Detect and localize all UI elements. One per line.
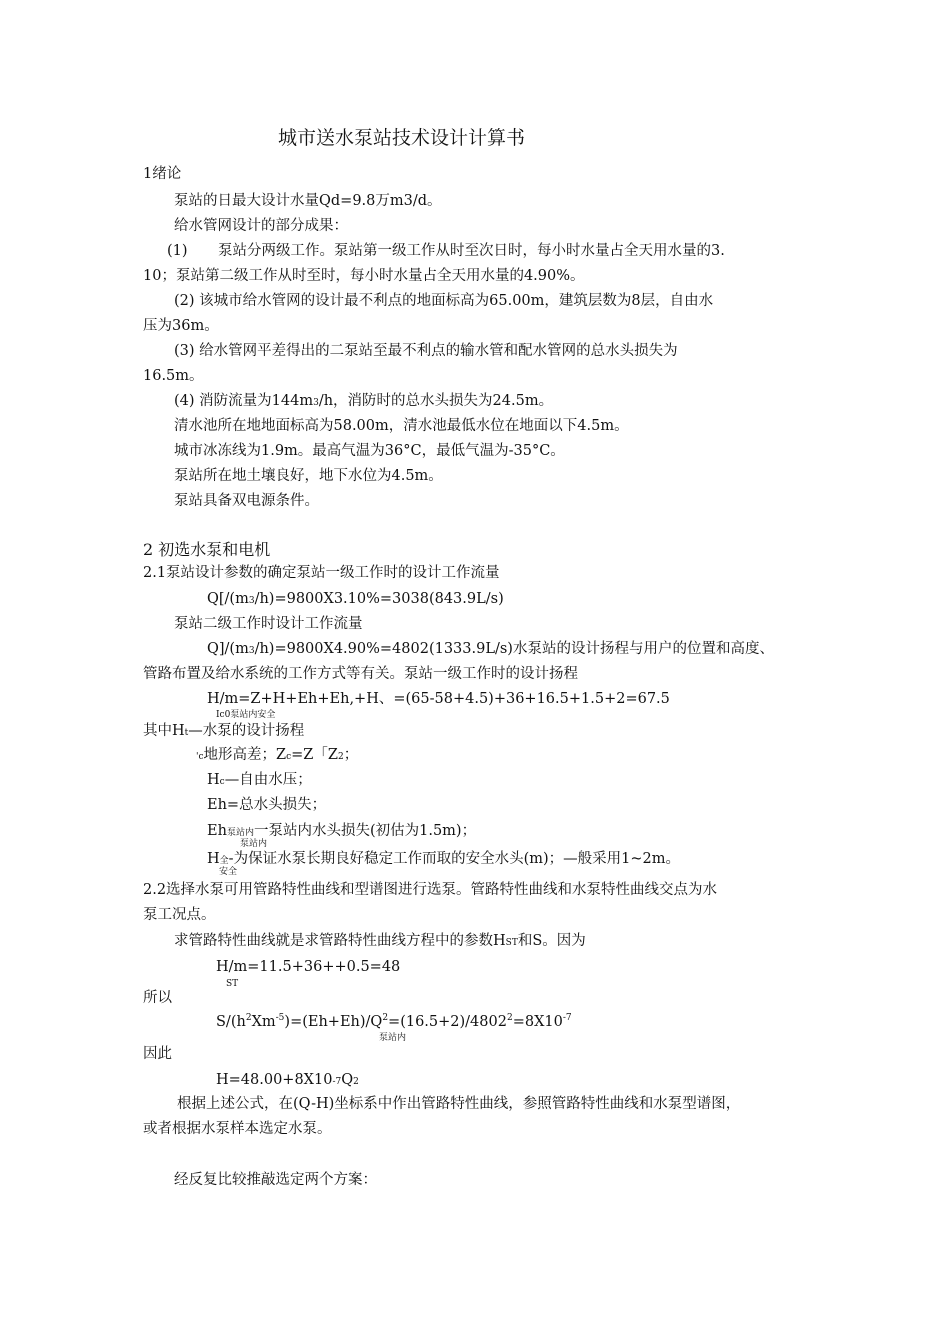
paragraph: Eh=总水头损失； (207, 797, 327, 813)
formula-subscript: 泵站内 (379, 1033, 407, 1043)
paragraph: 压为36m。 (143, 318, 219, 334)
formula-subscript: ST (226, 979, 239, 989)
paragraph: 管路布置及给水系统的工作方式等有关。泵站一级工作时的设计扬程 (143, 666, 578, 682)
formula-subscript: 泵站内 (240, 839, 268, 849)
list-number: (1) (167, 243, 188, 259)
paragraph: 其中Ht—水泵的设计扬程 (143, 723, 305, 739)
paragraph: 给水管网设计的部分成果： (174, 218, 348, 234)
page-title: 城市送水泵站技术设计计算书 (278, 127, 526, 149)
paragraph: 2.1泵站设计参数的确定泵站一级工作时的设计工作流量 (143, 565, 500, 581)
paragraph: 泵工况点。 (143, 907, 216, 923)
paragraph: 城市冰冻线为1.9m。最高气温为36°C，最低气温为-35°C。 (174, 443, 565, 459)
paragraph: 泵站的日最大设计水量Qd=9.8万m3/d。 (174, 193, 442, 209)
paragraph: 经反复比较推敲选定两个方案： (174, 1172, 377, 1188)
formula-subscript: Ic0泵站内安全 (216, 710, 276, 720)
paragraph: 2.2选择水泵可用管路特性曲线和型谱图进行选泵。管路特性曲线和水泵特性曲线交点为水 (143, 882, 718, 898)
paragraph: 泵站所在地土壤良好，地下水位为4.5m。 (174, 468, 443, 484)
paragraph: 或者根据水泵样本选定水泵。 (143, 1121, 332, 1137)
formula: Q[/(m3/h)=9800X3.10%=3038(843.9L/s) (207, 591, 504, 607)
formula: Q]/(m3/h)=9800X4.90%=4802(1333.9L/s)水泵站的设计扬程与用户的位置和高度、 (207, 641, 774, 657)
paragraph: 'c地形高差；Zc=Z「Z2； (196, 747, 359, 763)
paragraph: (2) 该城市给水管网的设计最不利点的地面标高为65.00m，建筑层数为8层，自由水 (174, 293, 714, 309)
paragraph: 根据上述公式，在(Q-H)坐标系中作出管路特性曲线，参照管路特性曲线和水泵型谱图， (177, 1096, 741, 1112)
paragraph: 泵站分两级工作。泵站第一级工作从时至次日时，每小时水量占全天用水量的3. (218, 243, 725, 259)
paragraph: 10；泵站第二级工作从时至时，每小时水量占全天用水量的4.90%。 (143, 268, 585, 284)
paragraph: 清水池所在地地面标高为58.00m，清水池最低水位在地面以下4.5m。 (174, 418, 629, 434)
paragraph: (4) 消防流量为144m3/h，消防时的总水头损失为24.5m。 (174, 393, 554, 409)
formula-subscript: 安全 (219, 867, 238, 877)
paragraph: 所以 (143, 990, 172, 1006)
formula: H=48.00+8X10-7Q2 (216, 1072, 359, 1088)
formula: $S/(h^2Xm^{-5})=(Eh+Eh)/Q^2=(16.5+2)/4802^2=8X10^{-7}$ (216, 1013, 572, 1030)
paragraph: Hc—自由水压； (207, 772, 312, 788)
paragraph: (3) 给水管网平差得出的二泵站至最不利点的输水管和配水管网的总水头损失为 (174, 343, 678, 359)
section-2-heading: 2 初选水泵和电机 (143, 540, 271, 559)
section-1-heading: 1绪论 (143, 166, 182, 182)
paragraph: 16.5m。 (143, 368, 204, 384)
formula: H/m=11.5+36++0.5=48 (216, 959, 401, 975)
paragraph: 因此 (143, 1046, 172, 1062)
paragraph: 求管路特性曲线就是求管路特性曲线方程中的参数HST和S。因为 (174, 933, 586, 949)
paragraph: Eh泵站内一泵站内水头损失(初估为1.5m)； (207, 823, 477, 839)
paragraph: 泵站二级工作时设计工作流量 (174, 616, 363, 632)
formula: H/m=Z+H+Eh+Eh,+H、=(65-58+4.5)+36+16.5+1.5+2=67.5 (207, 691, 670, 707)
paragraph: 泵站具备双电源条件。 (174, 493, 319, 509)
paragraph: H全-为保证水泵长期良好稳定工作而取的安全水头(m)；—般采用1~2m。 (207, 851, 680, 867)
